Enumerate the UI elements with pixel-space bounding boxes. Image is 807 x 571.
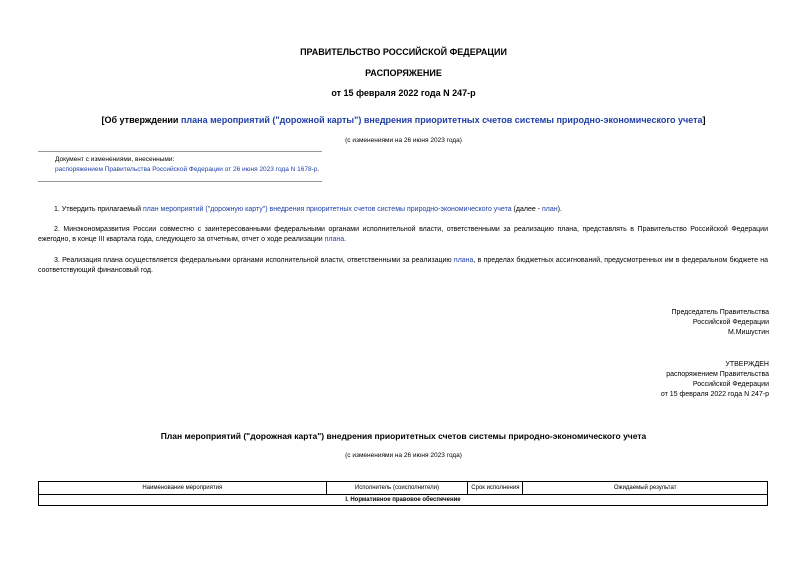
amendment-link[interactable]: распоряжением Правительства Российской Федерации от 26 июня 2023 года N 1678-р [55, 166, 318, 173]
signature-country: Российской Федерации [692, 319, 769, 326]
document-title [0, 115, 807, 125]
p1-plan-short-link[interactable]: план [541, 206, 558, 213]
government-heading: ПРАВИТЕЛЬСТВО РОССИЙСКОЙ ФЕДЕРАЦИИ [300, 47, 507, 57]
document-date-number: от 15 февраля 2022 года N 247-р [331, 88, 476, 98]
table-section-row [39, 495, 768, 506]
section-regulatory: I. Нормативное правовое обеспечение [39, 495, 768, 506]
paragraph-3 [38, 256, 768, 276]
paragraph-2 [38, 225, 768, 245]
changes-top-divider [38, 151, 322, 152]
header-deadline: Срок исполнения [468, 482, 523, 495]
p1-text-2: (далее - [511, 206, 542, 213]
approval-block [661, 360, 769, 400]
p2-text: 2. Минэкономразвития России совместно с заинтересованными федеральными органами исполнительной власти, ответственными за реализацию плана, представлять в Правительство Российской Федерации ежегодно, в конце III квартала года, следующего за отчетным, отчет о ходе реализации [38, 226, 768, 243]
approval-line-4: от 15 февраля 2022 года N 247-р [660, 391, 769, 398]
changes-entry [55, 165, 319, 174]
changes-label: Документ с изменениями, внесенными: [55, 156, 175, 163]
approval-line-2: распоряжением Правительства [666, 371, 769, 378]
p1-text: 1. Утвердить прилагаемый [54, 206, 143, 213]
document-type: РАСПОРЯЖЕНИЕ [365, 68, 442, 78]
p1-plan-link[interactable]: план мероприятий ("дорожную карту") внедрения приоритетных счетов системы природно-экономического учета [142, 206, 512, 213]
p3-plan-link[interactable]: плана [453, 257, 474, 264]
approval-heading: УТВЕРЖДЕН [725, 361, 769, 368]
p3-text-2: , в пределах бюджетных ассигнований, предусмотренных им в федеральном бюджете на соответствующий финансовый год. [38, 257, 768, 274]
approval-line-3: Российской Федерации [692, 381, 769, 388]
p2-plan-link[interactable]: плана [324, 236, 345, 243]
header-activity: Наименование мероприятия [39, 482, 327, 495]
plan-table [38, 481, 768, 506]
changes-bottom-divider [38, 181, 322, 182]
header-result: Ожидаемый результат [523, 482, 768, 495]
plan-amended-note: (с изменениями на 26 июня 2023 года) [345, 452, 462, 459]
header-executor: Исполнитель (соисполнители) [326, 482, 468, 495]
p1-text-3: ). [557, 206, 562, 213]
signature-position: Председатель Правительства [671, 309, 769, 316]
paragraph-1 [38, 205, 768, 215]
p2-text-2: . [344, 236, 347, 243]
amended-note: (с изменениями на 26 июня 2023 года) [345, 137, 462, 144]
title-bracket-open: [Об утверждении [101, 115, 181, 125]
signature-name: М.Мишустин [727, 329, 769, 336]
table-header-row [39, 482, 768, 495]
plan-title: План мероприятий ("дорожная карта") внедрения приоритетных счетов системы природно-экономического учета [160, 431, 647, 441]
p3-text: 3. Реализация плана осуществляется федеральными органами исполнительной власти, ответственными за реализацию [54, 257, 454, 264]
amendment-suffix: . [317, 166, 320, 173]
title-bracket-close: ] [702, 115, 706, 125]
signature-block [672, 308, 769, 338]
title-plan-link[interactable]: плана мероприятий ("дорожной карты") внедрения приоритетных счетов системы природно-экономического учета [180, 115, 703, 125]
